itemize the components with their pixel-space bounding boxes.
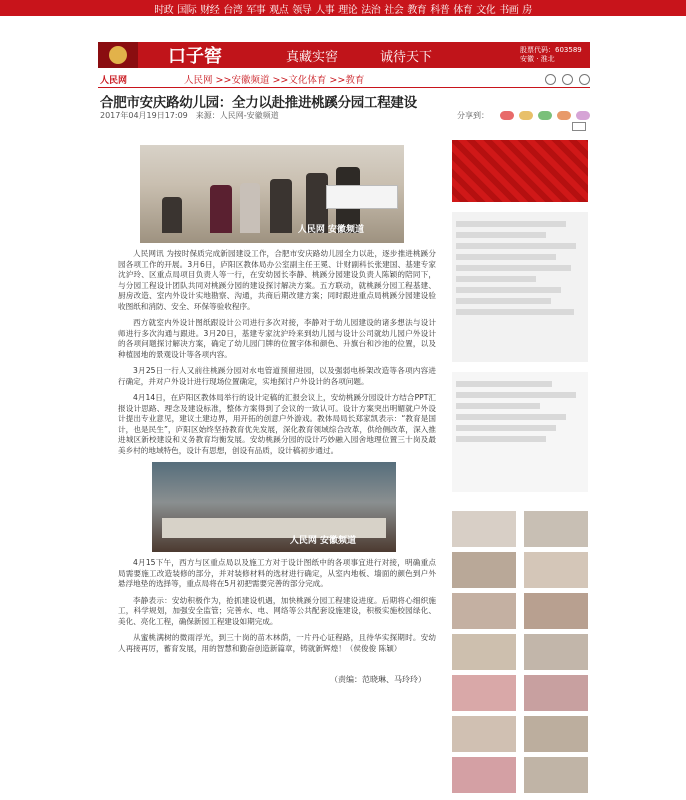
thumbnail[interactable] bbox=[452, 593, 516, 629]
breadcrumb[interactable]: 人民网 >>安徽频道 >>文化体育 >>教育 bbox=[184, 75, 365, 86]
share-icon[interactable] bbox=[500, 111, 514, 120]
top-nav-item[interactable]: 体育 bbox=[453, 4, 473, 16]
top-nav-item[interactable]: 观点 bbox=[269, 4, 289, 16]
thumbnail[interactable] bbox=[524, 511, 588, 547]
banner-ad[interactable] bbox=[98, 42, 590, 68]
header-icons bbox=[539, 74, 590, 85]
share-icon[interactable] bbox=[538, 111, 552, 120]
divider bbox=[98, 87, 590, 88]
sidebar-list bbox=[452, 372, 588, 492]
article-datetime: 2017年04月19日17:09 bbox=[100, 110, 188, 120]
top-nav-item[interactable]: 国际 bbox=[177, 4, 197, 16]
article-editor: （责编：范晓琳、马玲玲） bbox=[330, 675, 426, 684]
thumbnail[interactable] bbox=[524, 552, 588, 588]
mobile-icon[interactable] bbox=[545, 74, 556, 85]
top-nav-item[interactable]: 时政 bbox=[154, 4, 174, 16]
top-nav-item[interactable]: 军事 bbox=[246, 4, 266, 16]
share-icon[interactable] bbox=[519, 111, 533, 120]
paragraph: 4月15下午，西方与区重点局以及施工方对于设计图纸中的各项事宜进行对接，明确重点局需要施工改造装修的部分，并对装修材料的选材进行确定，从室内地板、墙面的颜色到户外悬浮地垫的选择等，重点局将在5月初把需要完善的部分完成。 bbox=[118, 558, 436, 588]
banner-slogan-1: 真藏实窖 bbox=[286, 49, 339, 65]
thumbnail[interactable] bbox=[524, 757, 588, 793]
paragraph: 西方就室内外设计图纸跟设计公司进行多次对接，李静对于幼儿园建设的诸多想法与设计师进行多次沟通与跟进。3月20日，基建专家沈沪玲来到幼儿园与设计公司就幼儿园户外设计的各项问题探讨解决方案，确定了幼儿园门牌的位置字体和颜色、升旗台和沙池的位置，以及种植园地的景观设计等各项内容。 bbox=[118, 318, 436, 359]
top-nav-item[interactable]: 房 bbox=[522, 4, 532, 16]
top-nav-item[interactable]: 文化 bbox=[476, 4, 496, 16]
top-nav-item[interactable]: 人事 bbox=[315, 4, 335, 16]
share-label: 分享到： bbox=[457, 110, 489, 120]
breadcrumb-bar bbox=[100, 72, 590, 86]
top-nav-item[interactable]: 领导 bbox=[292, 4, 312, 16]
sidebar-thumbnails bbox=[452, 506, 588, 793]
article-photo-1 bbox=[140, 145, 404, 243]
article-title: 合肥市安庆路幼儿园：全力以赴推进桃蹊分园工程建设 bbox=[100, 95, 417, 111]
share-icon[interactable] bbox=[576, 111, 590, 120]
sidebar bbox=[452, 140, 590, 793]
thumbnail[interactable] bbox=[524, 716, 588, 752]
lamp-icon bbox=[98, 42, 138, 68]
paragraph: 人民网讯 为按时保质完成新园建设工作，合肥市安庆路幼儿园全力以赴，逐步推进桃蹊分园各项工作的开展。3月6日，庐阳区教体局办公室副主任王冕、计财副科长张建国、基建专家沈沪玲、区重点局项目负责人等一行，在安幼园长李静、桃蹊分园建设负责人陈颖的陪同下，与分园工程设计团队共同对桃蹊分园的建设探讨解决方案。五方联动，就桃蹊分园工程基建、厨房改造、室内外设计实地勘察、沟通，共商后期改建方案；同时跟进重点局桃蹊分园建设验收图纸和消防、安全、环保等验收程序。 bbox=[118, 249, 436, 311]
thumbnail[interactable] bbox=[452, 716, 516, 752]
thumbnail[interactable] bbox=[452, 757, 516, 793]
thumbnail[interactable] bbox=[452, 552, 516, 588]
user-icon[interactable] bbox=[579, 74, 590, 85]
article-photo-2 bbox=[152, 462, 396, 552]
top-nav-item[interactable]: 台湾 bbox=[223, 4, 243, 16]
top-nav-item[interactable]: 法治 bbox=[361, 4, 381, 16]
thumbnail[interactable] bbox=[452, 511, 516, 547]
article-meta bbox=[100, 109, 590, 121]
top-nav-item[interactable]: 理论 bbox=[338, 4, 358, 16]
top-nav-item[interactable]: 社会 bbox=[384, 4, 404, 16]
top-nav-item[interactable]: 书画 bbox=[499, 4, 519, 16]
thumbnail[interactable] bbox=[524, 593, 588, 629]
thumbnail[interactable] bbox=[524, 675, 588, 711]
paragraph: 4月14日，在庐阳区教体局举行的设计定稿的汇报会议上，安幼桃蹊分园设计方结合PPT汇报设计思路、理念及建设标准，整体方案得到了会议的一致认可。设计方案突出明媚就户外设计提出专业意见，建议土建边界，用开拓的创意户外游戏。教体局局长郑家凯表示：“教育是国计，也是民生”，庐阳区始终坚持教育优先发展，深化教育领域综合改革，供给侧改革，深入推进城区新校建设和义务教育均衡发展。安幼桃蹊分园的设计巧妙融入园舍地理位置三十岗及最美乡村的地域特色，设计有思想，创设有品质，设计稿初步通过。 bbox=[118, 393, 436, 455]
site-logo[interactable]: 人民网 bbox=[100, 75, 128, 86]
paragraph: 3月25日一行人又前往桃蹊分园对水电管道预留进园，以及强弱电桥架改造等各项内容进行确定，并对户外设计进行现场位置确定，实地探讨户外设计的各项问题。 bbox=[118, 366, 436, 386]
top-nav-item[interactable]: 科普 bbox=[430, 4, 450, 16]
qr-code-icon[interactable] bbox=[572, 122, 586, 131]
top-nav-item[interactable]: 教育 bbox=[407, 4, 427, 16]
thumbnail[interactable] bbox=[524, 634, 588, 670]
paragraph: 李静表示：安幼积极作为，抢抓建设机遇，加快桃蹊分园工程建设进度。后期将心细织施工，科学规划，加强安全监管；完善水、电、网络等公共配套设施建设，积极实施校园绿化、美化、亮化工程，确保新园工程建设如期完成。 bbox=[118, 595, 436, 626]
sidebar-list bbox=[452, 212, 588, 362]
article-body bbox=[118, 145, 436, 685]
paragraph: 从蜜桃满树的微雨浮光，到三十岗的苗木林荫，一片丹心证程路，且待华实探期时。安幼人再接再厉，蓄育发展，用的智慧和勤奋创造新篇章，铸就新辉煌！（侯俊俊 陈颖） bbox=[118, 633, 436, 653]
thumbnail[interactable] bbox=[452, 634, 516, 670]
banner-brand: 口子窖 bbox=[168, 46, 222, 67]
top-nav bbox=[0, 0, 686, 16]
banner-slogan-2: 诚待天下 bbox=[380, 49, 433, 65]
share-icon[interactable] bbox=[557, 111, 571, 120]
search-icon[interactable] bbox=[562, 74, 573, 85]
share-buttons bbox=[495, 111, 590, 120]
top-nav-item[interactable]: 财经 bbox=[200, 4, 220, 16]
article-source[interactable]: 来源：人民网-安徽频道 bbox=[195, 110, 279, 120]
photo-watermark: 人民网 安徽频道 bbox=[289, 536, 356, 546]
photo-watermark: 人民网 安徽频道 bbox=[297, 225, 364, 235]
sidebar-ad[interactable] bbox=[452, 140, 588, 202]
banner-code: 股票代码：603589 安徽 · 淮北 bbox=[520, 46, 582, 63]
thumbnail[interactable] bbox=[452, 675, 516, 711]
